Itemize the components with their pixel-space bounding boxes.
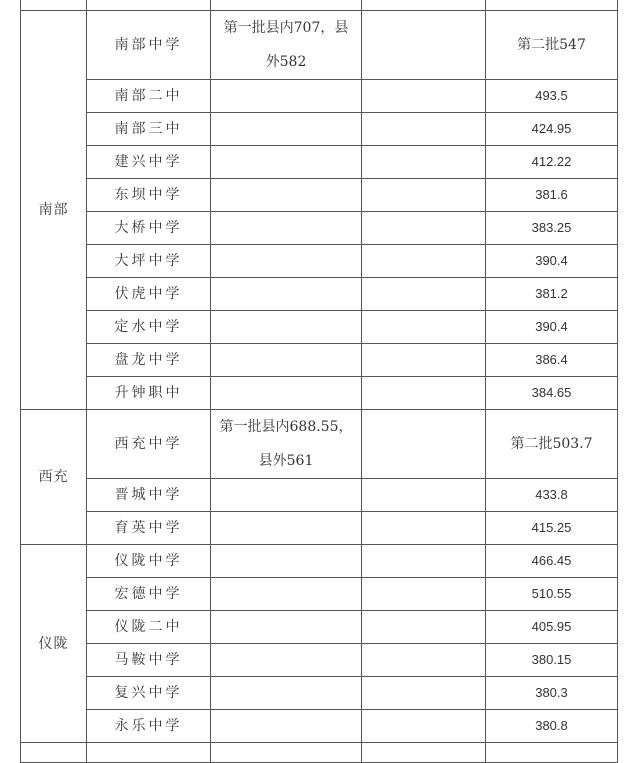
empty-cell [211,710,362,743]
table-row [21,644,618,677]
region-cell-xichong: 西充 [21,410,87,545]
school-name: 东坝中学 [87,179,211,212]
empty-cell [211,80,362,113]
empty-cell [211,113,362,146]
score-cell: 384.65 [486,377,618,410]
empty-cell [211,578,362,611]
empty-cell [362,212,486,245]
empty-cell [362,80,486,113]
table-row [21,311,618,344]
empty-cell [362,179,486,212]
table-row-partial-top [21,0,618,11]
table-row [21,179,618,212]
empty-cell [211,512,362,545]
empty-cell [362,644,486,677]
score-cell: 第二批547 [486,11,618,80]
score-cell: 380.3 [486,677,618,710]
empty-cell [362,245,486,278]
empty-cell [362,545,486,578]
table-cell [87,743,211,763]
table-cell [21,743,87,763]
school-name: 永乐中学 [87,710,211,743]
empty-cell [211,611,362,644]
score-cell: 412.22 [486,146,618,179]
empty-cell [362,578,486,611]
table-row-partial-bottom [21,743,618,763]
empty-cell [211,278,362,311]
table-row [21,278,618,311]
empty-cell [362,512,486,545]
table-row [21,710,618,743]
score-cell: 466.45 [486,545,618,578]
table-cell [211,0,362,11]
table-row [21,545,618,578]
score-cell: 381.6 [486,179,618,212]
school-name: 大坪中学 [87,245,211,278]
school-name: 大桥中学 [87,212,211,245]
table-row [21,611,618,644]
table-cell [486,0,618,11]
table-row [21,377,618,410]
empty-cell [211,677,362,710]
table-row [21,80,618,113]
table-cell [211,743,362,763]
first-batch-score: 第一批县内707，县外582 [211,11,362,80]
score-cell: 383.25 [486,212,618,245]
score-cell: 380.8 [486,710,618,743]
empty-cell [362,479,486,512]
score-cell: 493.5 [486,80,618,113]
empty-cell [211,377,362,410]
table-row [21,146,618,179]
empty-cell [211,545,362,578]
table-cell [486,743,618,763]
table-row [21,578,618,611]
school-name: 升钟职中 [87,377,211,410]
region-cell-nanbu: 南部 [21,11,87,410]
score-cell: 380.15 [486,644,618,677]
empty-cell [362,710,486,743]
empty-cell [362,311,486,344]
table-row [21,11,618,80]
table-row [21,344,618,377]
empty-cell [211,311,362,344]
school-name: 盘龙中学 [87,344,211,377]
school-name: 宏德中学 [87,578,211,611]
empty-cell [211,212,362,245]
school-name: 育英中学 [87,512,211,545]
table-cell [21,0,87,11]
empty-cell [362,611,486,644]
empty-cell [211,179,362,212]
score-cell: 第二批503.7 [486,410,618,479]
empty-cell [211,479,362,512]
first-batch-score: 第一批县内688.55，县外561 [211,410,362,479]
region-cell-yilong: 仪陇 [21,545,87,743]
school-name: 西充中学 [87,410,211,479]
empty-cell [362,113,486,146]
empty-cell [211,344,362,377]
school-name: 南部三中 [87,113,211,146]
empty-cell [211,644,362,677]
empty-cell [211,146,362,179]
school-name: 建兴中学 [87,146,211,179]
empty-cell [211,245,362,278]
empty-cell [362,146,486,179]
table-row [21,113,618,146]
school-name: 复兴中学 [87,677,211,710]
score-cell: 510.55 [486,578,618,611]
school-name: 马鞍中学 [87,644,211,677]
table-cell [362,743,486,763]
score-cell: 386.4 [486,344,618,377]
empty-cell [362,377,486,410]
school-name: 晋城中学 [87,479,211,512]
score-cell: 405.95 [486,611,618,644]
score-cell: 415.25 [486,512,618,545]
school-name: 定水中学 [87,311,211,344]
school-name: 南部二中 [87,80,211,113]
table-cell [87,0,211,11]
empty-cell [362,410,486,479]
table-row [21,512,618,545]
table-row [21,677,618,710]
empty-cell [362,11,486,80]
table-cell [362,0,486,11]
empty-cell [362,677,486,710]
score-cell: 424.95 [486,113,618,146]
school-name: 仪陇中学 [87,545,211,578]
score-cell: 433.8 [486,479,618,512]
empty-cell [362,344,486,377]
score-cell: 390.4 [486,245,618,278]
table-row [21,245,618,278]
score-cell: 381.2 [486,278,618,311]
table-row [21,212,618,245]
table-row [21,410,618,479]
school-name: 仪陇二中 [87,611,211,644]
school-name: 伏虎中学 [87,278,211,311]
admission-score-table [20,0,618,763]
school-name: 南部中学 [87,11,211,80]
table-row [21,479,618,512]
score-cell: 390.4 [486,311,618,344]
empty-cell [362,278,486,311]
